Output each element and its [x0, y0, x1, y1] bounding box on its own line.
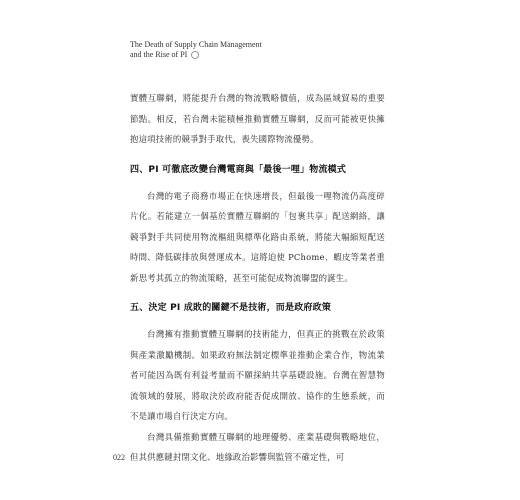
section-heading-5: 五、決定 PI 成敗的關鍵不是技術，而是政府政策	[130, 303, 332, 313]
header-circle-mark-icon	[191, 51, 199, 59]
paragraph-ecommerce: 台灣的電子商務市場正在快速增長，但最後一哩物流仍高度碎片化。若能建立一個基於實體互聯網的「包裹共享」配送網絡，讓競爭對手共同使用物流樞紐與標準化路由系統，將能大幅縮短配送時間、降低碳排放與營運成本。這將迫使 PChome、蝦皮等業者重新思考其孤立的物流策略，甚至可能促成物流聯盟的誕生。	[130, 190, 385, 283]
page-number: 022	[113, 453, 125, 462]
section-heading-4: 四、PI 可徹底改變台灣電商與「最後一哩」物流模式	[130, 164, 347, 175]
header-title-line-2	[130, 50, 262, 60]
header-title-line-2-text: and the Rise of PI	[130, 50, 188, 59]
header-title-line-1: The Death of Supply Chain Management	[130, 40, 262, 49]
paragraph-continued: 實體互聯網，將能提升台灣的物流戰略價值，成為區域貿易的重要節點。相反，若台灣未能積極推動實體互聯網，反而可能被更快擁抱這項技術的競爭對手取代，喪失國際物流優勢。	[130, 93, 385, 144]
paragraph-policy: 台灣擁有推動實體互聯網的技術能力，但真正的挑戰在於政策與產業激勵機制。如果政府無法制定標準並推動企業合作，物流業者可能因為既有利益考量而不願採納共享基礎設施。台灣在智慧物流領域的發展，將取決於政府能否促成開放、協作的生態系統，而不是讓市場自行決定方向。	[130, 329, 385, 421]
page-body	[130, 88, 385, 468]
running-header	[130, 40, 262, 60]
paragraph-advantages: 台灣具備推動實體互聯網的地理優勢、產業基礎與戰略地位，但其供應鏈封閉文化、地緣政治影響與監管不確定性，可	[130, 431, 385, 462]
